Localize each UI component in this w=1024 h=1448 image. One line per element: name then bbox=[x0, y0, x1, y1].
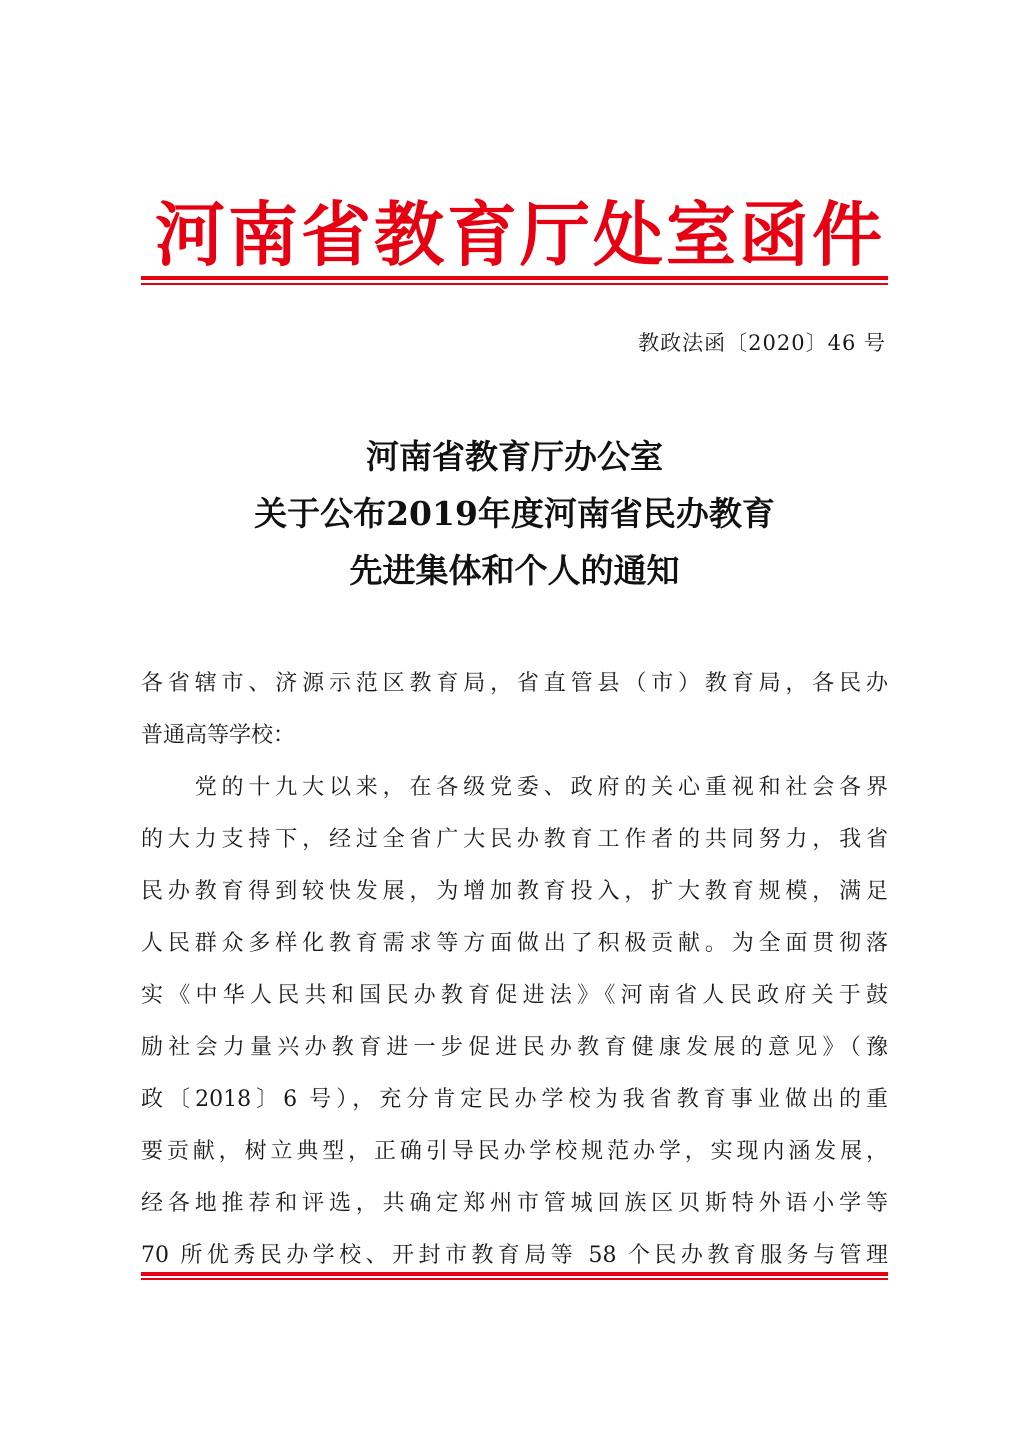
body-line: 励社会力量兴办教育进一步促进民办教育健康发展的意见》（豫 bbox=[141, 1035, 888, 1060]
body-line: 经各地推荐和评选，共确定郑州市管城回族区贝斯特外语小学等 bbox=[141, 1191, 888, 1216]
body-line: 的大力支持下，经过全省广大民办教育工作者的共同努力，我省 bbox=[141, 827, 888, 852]
masthead-title: 河南省教育厅处室函件 bbox=[155, 193, 885, 276]
body-line: 民办教育得到较快发展，为增加教育投入，扩大教育规模，满足 bbox=[141, 879, 888, 904]
masthead-rule-thin bbox=[141, 283, 888, 285]
masthead-rule-thick bbox=[141, 276, 888, 280]
body-line: 政〔2018〕6 号），充分肯定民办学校为我省教育事业做出的重 bbox=[141, 1087, 888, 1112]
title-line: 关于公布2019年度河南省民办教育 bbox=[254, 494, 775, 533]
document-title bbox=[141, 428, 888, 599]
body-line: 实《中华人民共和国民办教育促进法》《河南省人民政府关于鼓 bbox=[141, 983, 888, 1008]
body-line: 党的十九大以来，在各级党委、政府的关心重视和社会各界 bbox=[141, 775, 888, 800]
title-line: 先进集体和个人的通知 bbox=[349, 551, 680, 590]
document-number: 教政法函〔2020〕46 号 bbox=[638, 331, 886, 355]
footer-rule-thick bbox=[141, 1272, 888, 1276]
title-line: 河南省教育厅办公室 bbox=[366, 437, 663, 476]
footer-rule-thin bbox=[141, 1278, 888, 1280]
body-line: 人民群众多样化教育需求等方面做出了积极贡献。为全面贯彻落 bbox=[141, 931, 888, 956]
body-line: 各省辖市、济源示范区教育局，省直管县（市）教育局，各民办 bbox=[141, 671, 888, 696]
document-body bbox=[141, 658, 888, 1282]
body-line: 普通高等学校： bbox=[141, 723, 296, 748]
body-line: 70 所优秀民办学校、开封市教育局等 58 个民办教育服务与管理 bbox=[141, 1243, 888, 1268]
body-line: 要贡献，树立典型，正确引导民办学校规范办学，实现内涵发展， bbox=[141, 1139, 888, 1164]
